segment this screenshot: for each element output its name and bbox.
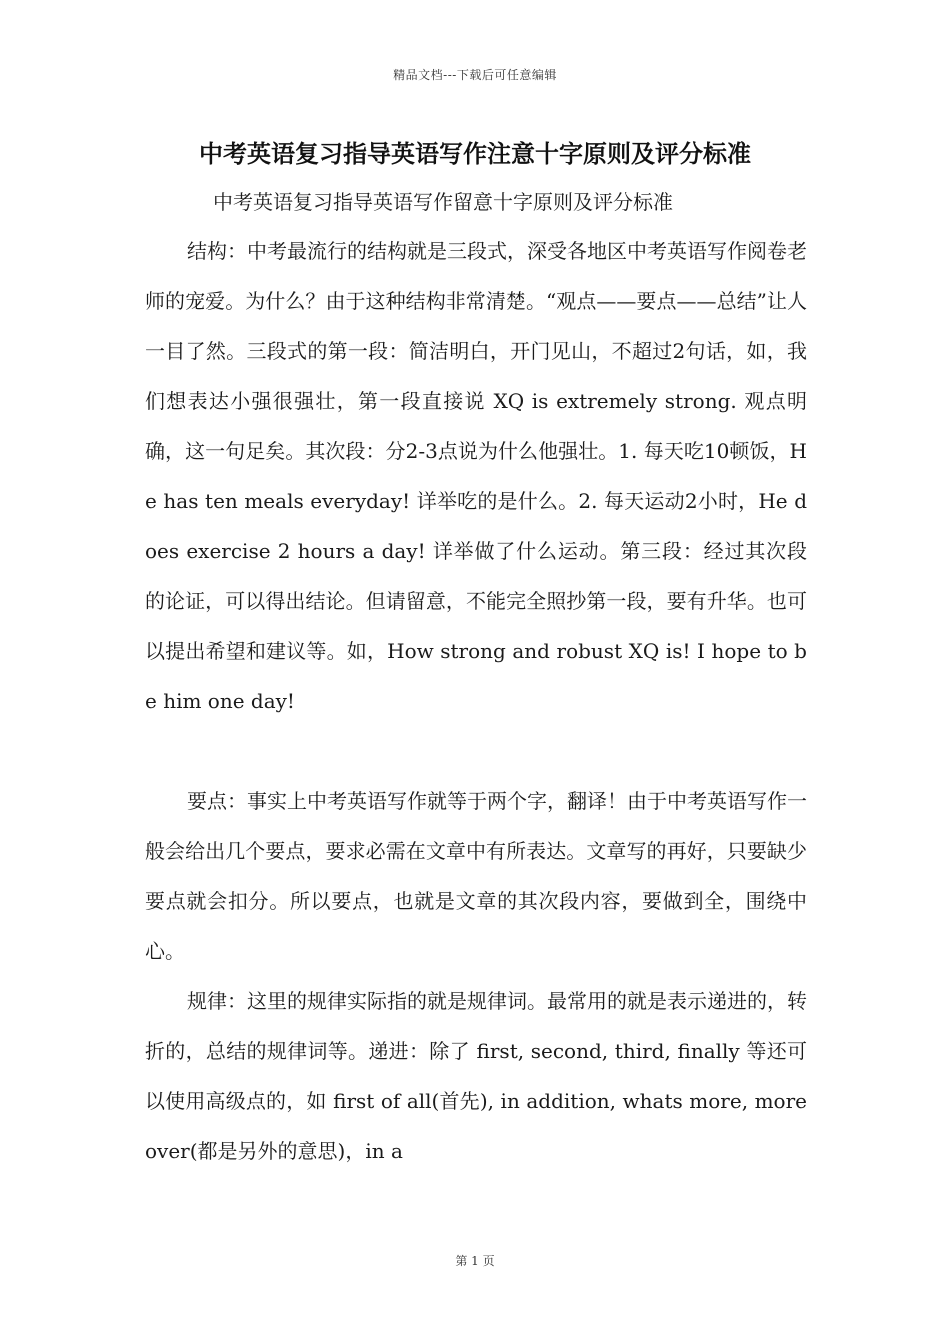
paragraph-spacer xyxy=(145,726,807,776)
paragraph-structure: 结构：中考最流行的结构就是三段式，深受各地区中考英语写作阅卷老师的宠爱。为什么？由于这种结构非常清楚。“观点——要点——总结”让人一目了然。三段式的第一段：简洁明白，开门见山，不超过2句话，如，我们想表达小强很强壮，第一段直接说 XQ is extremely strong. 观点明确，这一句足矣。其次段：分2-3点说为什么他强壮。1. 每天吃10顿饭，He has ten meals everyday! 详举吃的是什么。2. 每天运动2小时，He does exercise 2 hours a day! 详举做了什么运动。第三段：经过其次段的论证，可以得出结论。但请留意，不能完全照抄第一段，要有升华。也可以提出希望和建议等。如，How strong and robust XQ is! I hope to be him one day! xyxy=(145,239,807,713)
page-footer: 第 1 页 xyxy=(455,1254,495,1268)
document-title: 中考英语复习指导英语写作注意十字原则及评分标准 xyxy=(199,139,751,168)
document-body xyxy=(145,226,807,1176)
document-subtitle: 中考英语复习指导英语写作留意十字原则及评分标准 xyxy=(213,190,673,214)
paragraph-logic: 规律：这里的规律实际指的就是规律词。最常用的就是表示递进的，转折的，总结的规律词等。递进：除了 first, second, third, finally 等还可以使用高级点的，如 first of all(首先), in addition, whats more, moreover(都是另外的意思)，in a xyxy=(145,989,807,1163)
page-header: 精品文档---下载后可任意编辑 xyxy=(393,68,557,82)
paragraph-key-points: 要点：事实上中考英语写作就等于两个字，翻译！由于中考英语写作一般会给出几个要点，要求必需在文章中有所表达。文章写的再好，只要缺少要点就会扣分。所以要点，也就是文章的其次段内容，要做到全，围绕中心。 xyxy=(145,789,807,963)
